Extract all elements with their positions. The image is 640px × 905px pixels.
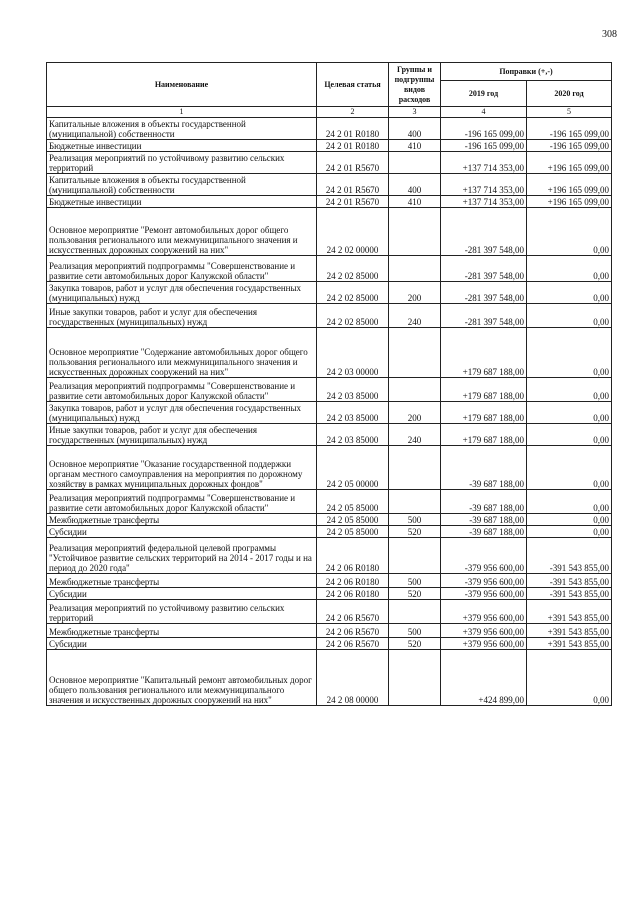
row-target-code: 24 2 06 R5670 (317, 600, 389, 624)
row-amount-2019: +179 687 188,00 (441, 424, 527, 446)
row-amount-2019: -379 956 600,00 (441, 574, 527, 588)
row-name: Субсидии (47, 588, 317, 600)
row-target-code: 24 2 06 R0180 (317, 588, 389, 600)
row-target-code: 24 2 06 R0180 (317, 574, 389, 588)
header-year-2020: 2020 год (527, 81, 612, 107)
table-row (47, 378, 612, 402)
row-name: Закупка товаров, работ и услуг для обеспечения государственных (муниципальных) нужд (47, 402, 317, 424)
row-expense-group: 500 (389, 624, 441, 638)
row-amount-2020: -391 543 855,00 (527, 574, 612, 588)
row-amount-2020: 0,00 (527, 446, 612, 490)
row-expense-group (389, 378, 441, 402)
row-expense-group: 520 (389, 526, 441, 538)
row-amount-2020: 0,00 (527, 282, 612, 304)
row-name: Реализация мероприятий подпрограммы "Совершенствование и развитие сети автомобильных дорог Калужской области" (47, 378, 317, 402)
row-amount-2019: -379 956 600,00 (441, 538, 527, 574)
row-name: Иные закупки товаров, работ и услуг для обеспечения государственных (муниципальных) нужд (47, 424, 317, 446)
row-expense-group: 500 (389, 574, 441, 588)
row-expense-group: 520 (389, 588, 441, 600)
row-expense-group: 410 (389, 140, 441, 152)
row-amount-2019: -39 687 188,00 (441, 514, 527, 526)
row-amount-2020: 0,00 (527, 208, 612, 256)
table-row (47, 638, 612, 650)
row-name: Межбюджетные трансферты (47, 574, 317, 588)
row-name: Основное мероприятие "Оказание государственной поддержки органам местного самоуправления на мероприятия по дорожному хозяйству в рамках муниципальных дорожных фондов" (47, 446, 317, 490)
row-target-code: 24 2 01 R5670 (317, 174, 389, 196)
table-row (47, 588, 612, 600)
row-target-code: 24 2 08 00000 (317, 650, 389, 706)
row-amount-2019: -379 956 600,00 (441, 588, 527, 600)
row-expense-group (389, 490, 441, 514)
row-name: Бюджетные инвестиции (47, 140, 317, 152)
row-amount-2020: 0,00 (527, 424, 612, 446)
row-amount-2019: -281 397 548,00 (441, 208, 527, 256)
header-expense-groups: Группы и подгруппы видов расходов (389, 63, 441, 107)
row-amount-2020: 0,00 (527, 526, 612, 538)
row-amount-2019: +379 956 600,00 (441, 624, 527, 638)
table-row (47, 196, 612, 208)
row-target-code: 24 2 01 R0180 (317, 118, 389, 140)
table-row (47, 650, 612, 706)
page-number: 308 (602, 29, 617, 40)
row-amount-2019: +179 687 188,00 (441, 378, 527, 402)
row-target-code: 24 2 03 85000 (317, 402, 389, 424)
row-expense-group (389, 538, 441, 574)
row-amount-2020: +196 165 099,00 (527, 174, 612, 196)
row-target-code: 24 2 02 85000 (317, 282, 389, 304)
header-amendments: Поправки (+,-) (441, 63, 612, 81)
table-row (47, 152, 612, 174)
row-name: Реализация мероприятий подпрограммы "Совершенствование и развитие сети автомобильных дорог Калужской области" (47, 490, 317, 514)
row-amount-2020: +196 165 099,00 (527, 152, 612, 174)
row-target-code: 24 2 03 85000 (317, 378, 389, 402)
table-row (47, 538, 612, 574)
row-name: Реализация мероприятий по устойчивому развитию сельских территорий (47, 600, 317, 624)
row-target-code: 24 2 06 R5670 (317, 638, 389, 650)
row-amount-2020: 0,00 (527, 256, 612, 282)
header-name: Наименование (47, 63, 317, 107)
row-name: Реализация мероприятий федеральной целевой программы "Устойчивое развитие сельских территорий на 2014 - 2017 годы и на период до 2020 года" (47, 538, 317, 574)
row-name: Реализация мероприятий подпрограммы "Совершенствование и развитие сети автомобильных дорог Калужской области" (47, 256, 317, 282)
row-amount-2020: +391 543 855,00 (527, 624, 612, 638)
row-name: Бюджетные инвестиции (47, 196, 317, 208)
table-row (47, 402, 612, 424)
row-amount-2019: +179 687 188,00 (441, 402, 527, 424)
table-row (47, 424, 612, 446)
table-row (47, 574, 612, 588)
row-expense-group (389, 650, 441, 706)
row-amount-2020: 0,00 (527, 650, 612, 706)
row-amount-2019: -281 397 548,00 (441, 304, 527, 328)
row-amount-2019: +379 956 600,00 (441, 600, 527, 624)
row-amount-2019: +137 714 353,00 (441, 152, 527, 174)
row-target-code: 24 2 02 00000 (317, 208, 389, 256)
row-amount-2019: +179 687 188,00 (441, 328, 527, 378)
table-row (47, 256, 612, 282)
table-row (47, 490, 612, 514)
row-amount-2020: 0,00 (527, 490, 612, 514)
row-amount-2020: -391 543 855,00 (527, 538, 612, 574)
row-target-code: 24 2 05 85000 (317, 490, 389, 514)
table-row (47, 140, 612, 152)
row-amount-2019: -281 397 548,00 (441, 256, 527, 282)
table-row (47, 174, 612, 196)
table-row (47, 208, 612, 256)
table-body (47, 118, 612, 706)
row-amount-2020: 0,00 (527, 402, 612, 424)
row-expense-group (389, 600, 441, 624)
row-amount-2019: -196 165 099,00 (441, 118, 527, 140)
row-expense-group: 240 (389, 304, 441, 328)
column-number-4: 4 (441, 107, 527, 118)
table-row (47, 304, 612, 328)
column-number-2: 2 (317, 107, 389, 118)
row-expense-group: 520 (389, 638, 441, 650)
table-row (47, 328, 612, 378)
row-amount-2019: +379 956 600,00 (441, 638, 527, 650)
row-amount-2020: -196 165 099,00 (527, 140, 612, 152)
table-row (47, 600, 612, 624)
row-expense-group: 200 (389, 402, 441, 424)
row-target-code: 24 2 02 85000 (317, 256, 389, 282)
row-expense-group: 400 (389, 118, 441, 140)
row-expense-group (389, 446, 441, 490)
row-target-code: 24 2 06 R5670 (317, 624, 389, 638)
row-expense-group: 500 (389, 514, 441, 526)
header-target-article: Целевая статья (317, 63, 389, 107)
row-expense-group (389, 208, 441, 256)
row-target-code: 24 2 06 R0180 (317, 538, 389, 574)
row-expense-group (389, 256, 441, 282)
table-row (47, 282, 612, 304)
row-amount-2019: -281 397 548,00 (441, 282, 527, 304)
row-target-code: 24 2 03 00000 (317, 328, 389, 378)
row-expense-group: 200 (389, 282, 441, 304)
row-target-code: 24 2 02 85000 (317, 304, 389, 328)
row-name: Межбюджетные трансферты (47, 514, 317, 526)
row-name: Основное мероприятие "Капитальный ремонт автомобильных дорог общего пользования регионального или межмуниципального значения и искусственных дорожных сооружений на них" (47, 650, 317, 706)
row-name: Субсидии (47, 638, 317, 650)
column-number-3: 3 (389, 107, 441, 118)
table-row (47, 514, 612, 526)
row-target-code: 24 2 01 R5670 (317, 152, 389, 174)
table-row (47, 624, 612, 638)
row-target-code: 24 2 05 85000 (317, 526, 389, 538)
row-amount-2019: +137 714 353,00 (441, 174, 527, 196)
row-name: Закупка товаров, работ и услуг для обеспечения государственных (муниципальных) нужд (47, 282, 317, 304)
row-target-code: 24 2 01 R5670 (317, 196, 389, 208)
row-amount-2019: +137 714 353,00 (441, 196, 527, 208)
row-expense-group (389, 152, 441, 174)
row-target-code: 24 2 05 00000 (317, 446, 389, 490)
row-amount-2020: +196 165 099,00 (527, 196, 612, 208)
row-name: Основное мероприятие "Содержание автомобильных дорог общего пользования регионального или межмуниципального значения и искусственных дорожных сооружений на них" (47, 328, 317, 378)
header-year-2019: 2019 год (441, 81, 527, 107)
row-amount-2020: 0,00 (527, 328, 612, 378)
row-amount-2019: -39 687 188,00 (441, 446, 527, 490)
column-number-5: 5 (527, 107, 612, 118)
row-name: Капитальные вложения в объекты государственной (муниципальной) собственности (47, 174, 317, 196)
row-target-code: 24 2 01 R0180 (317, 140, 389, 152)
column-number-1: 1 (47, 107, 317, 118)
row-amount-2020: 0,00 (527, 378, 612, 402)
row-amount-2020: +391 543 855,00 (527, 600, 612, 624)
row-amount-2019: +424 899,00 (441, 650, 527, 706)
row-target-code: 24 2 03 85000 (317, 424, 389, 446)
row-name: Капитальные вложения в объекты государственной (муниципальной) собственности (47, 118, 317, 140)
row-name: Субсидии (47, 526, 317, 538)
row-amount-2019: -39 687 188,00 (441, 526, 527, 538)
row-amount-2020: +391 543 855,00 (527, 638, 612, 650)
row-expense-group (389, 328, 441, 378)
row-amount-2020: -196 165 099,00 (527, 118, 612, 140)
table-row (47, 446, 612, 490)
row-name: Межбюджетные трансферты (47, 624, 317, 638)
budget-amendments-table (46, 62, 612, 706)
row-amount-2020: -391 543 855,00 (527, 588, 612, 600)
row-name: Основное мероприятие "Ремонт автомобильных дорог общего пользования регионального или межмуниципального значения и искусственных дорожных сооружений на них" (47, 208, 317, 256)
row-amount-2020: 0,00 (527, 514, 612, 526)
row-expense-group: 400 (389, 174, 441, 196)
row-amount-2019: -196 165 099,00 (441, 140, 527, 152)
row-amount-2020: 0,00 (527, 304, 612, 328)
row-expense-group: 410 (389, 196, 441, 208)
row-name: Реализация мероприятий по устойчивому развитию сельских территорий (47, 152, 317, 174)
table-row (47, 526, 612, 538)
row-amount-2019: -39 687 188,00 (441, 490, 527, 514)
row-expense-group: 240 (389, 424, 441, 446)
row-name: Иные закупки товаров, работ и услуг для обеспечения государственных (муниципальных) нужд (47, 304, 317, 328)
table-row (47, 118, 612, 140)
row-target-code: 24 2 05 85000 (317, 514, 389, 526)
